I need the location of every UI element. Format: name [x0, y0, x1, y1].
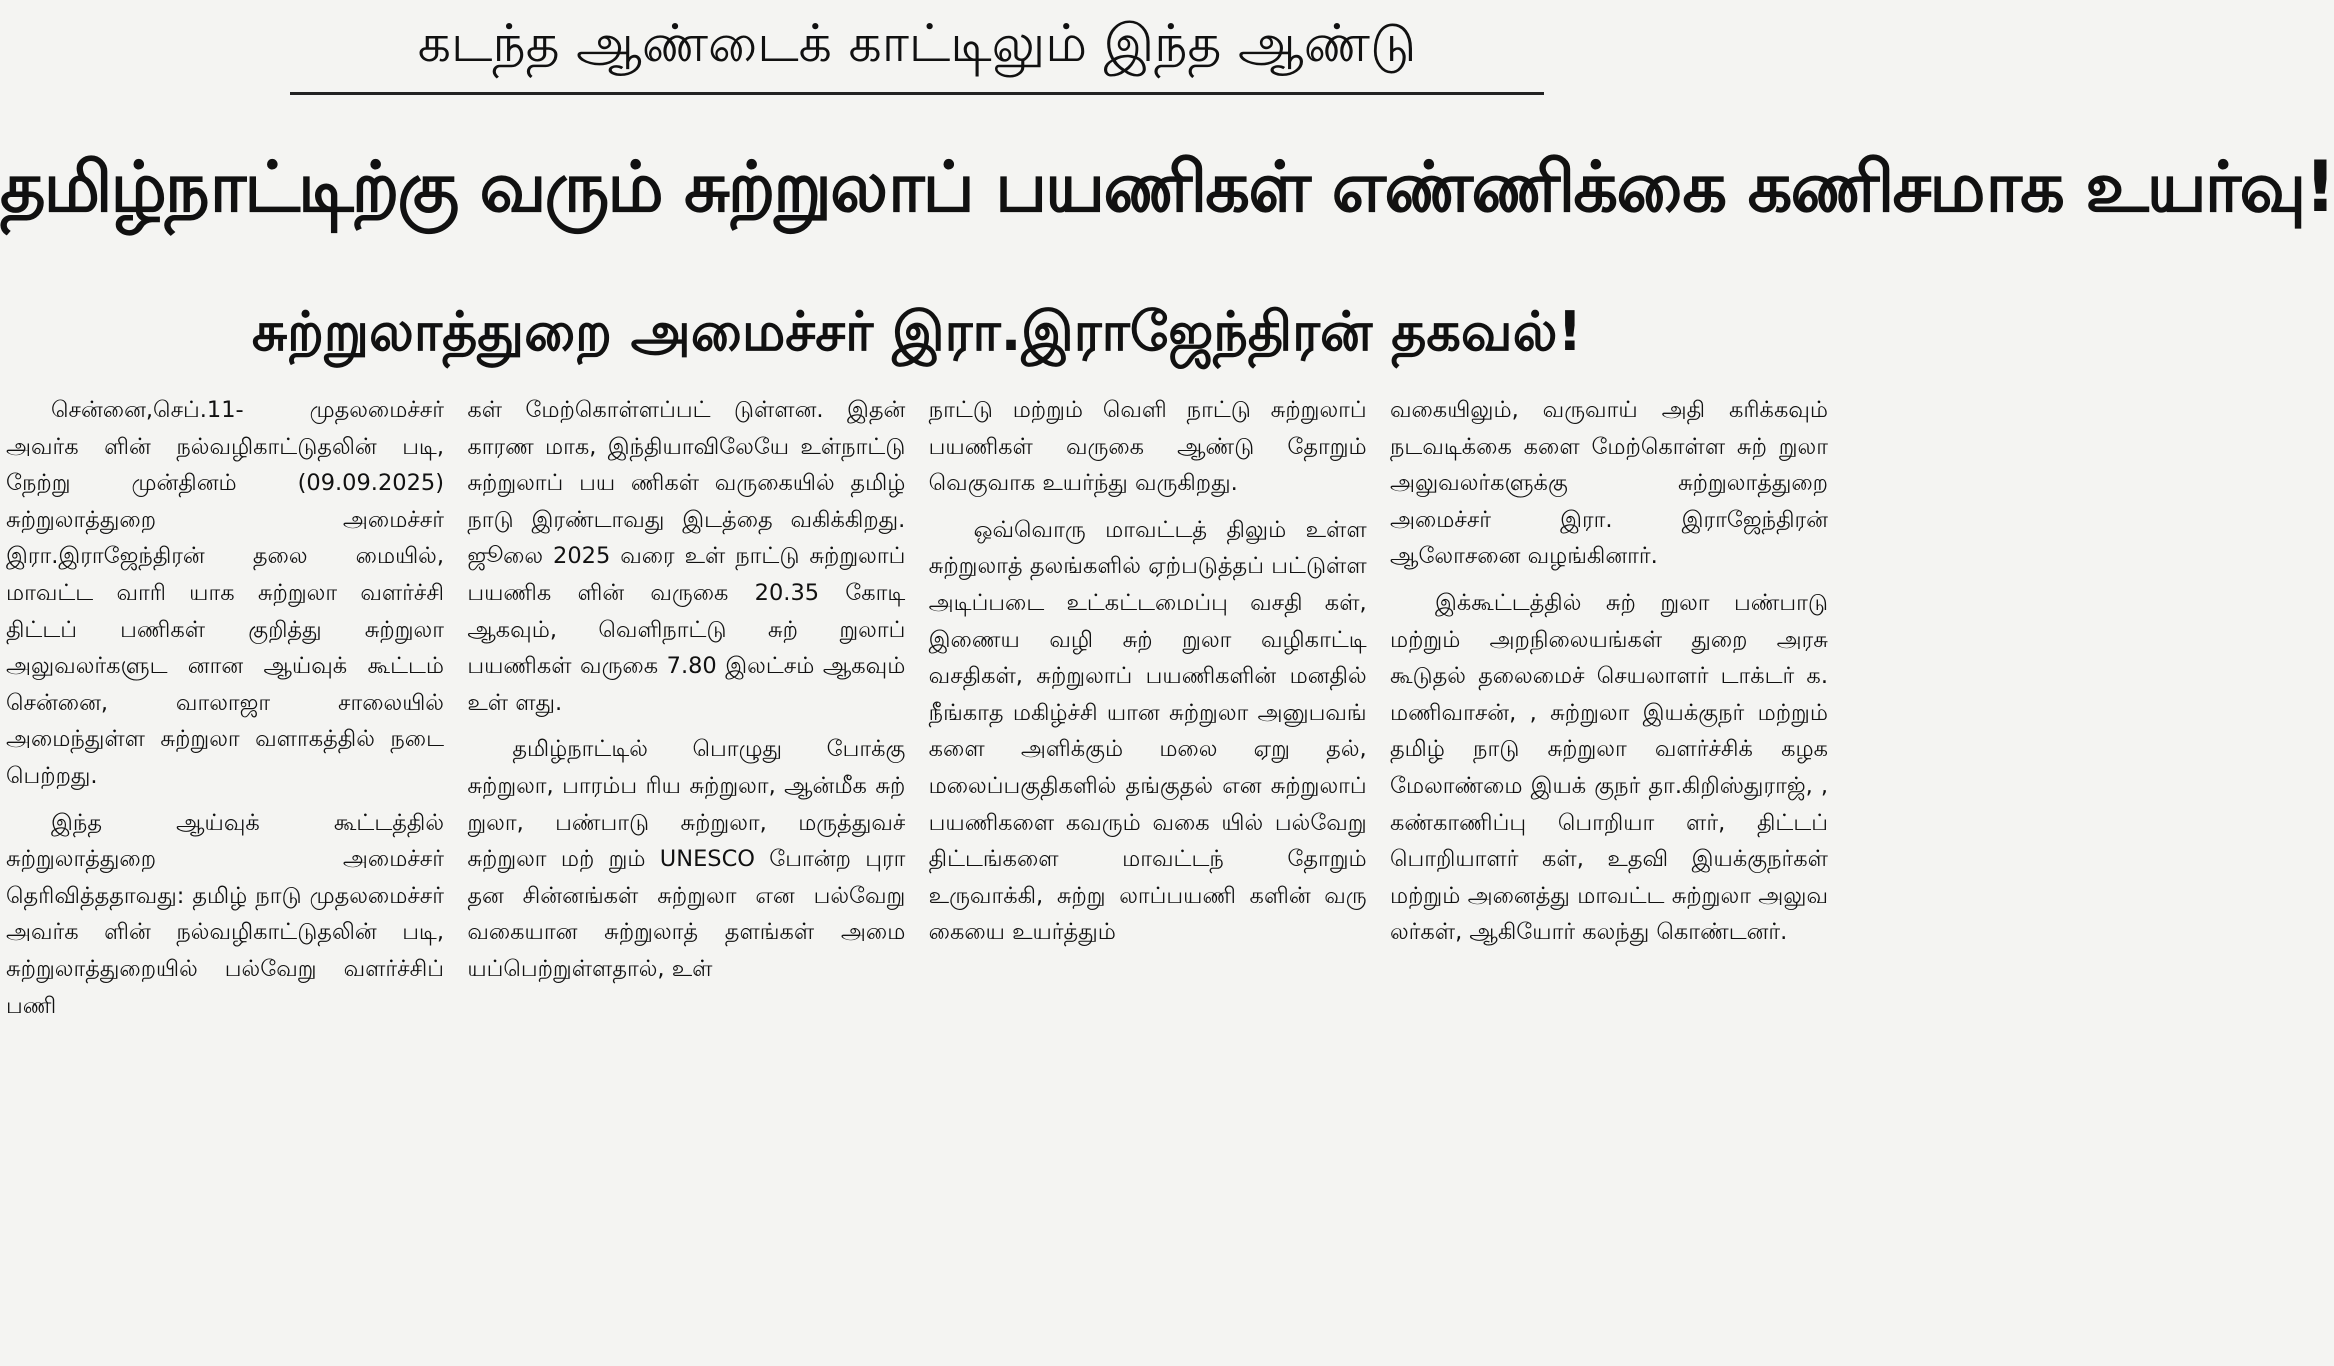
sub-headline: சுற்றுலாத்துறை அமைச்சர் இரா.இராஜேந்திரன் தகவல்!	[251, 300, 1583, 363]
article-column-1	[6, 392, 444, 1360]
article-column-4	[1390, 392, 1828, 1360]
main-headline: தமிழ்நாட்டிற்கு வரும் சுற்றுலாப் பயணிகள் எண்ணிக்கை கணிசமாக உயர்வு!	[0, 146, 2334, 228]
column-3-paragraph-2: ஒவ்வொரு மாவட்டத் திலும் உள்ள சுற்றுலாத் தலங்களில் ஏற்படுத்தப் பட்டுள்ள அடிப்படை உட்கட்டமைப்பு வசதி கள், இணைய வழி சுற் றுலா வழிகாட்டி வசதிகள், சுற்றுலாப் பயணிகளின் மனதில் நீங்காத மகிழ்ச்சி யான சுற்றுலா அனுபவங் களை அளிக்கும் மலை ஏறு தல், மலைப்பகுதிகளில் தங்குதல் என சுற்றுலாப் பயணிகளை கவரும் வகை யில் பல்வேறு திட்டங்களை மாவட்டந் தோறும் உருவாக்கி, சுற்று லாப்பயணி களின் வரு கையை உயர்த்தும்	[928, 516, 1367, 946]
column-1-paragraph-1: சென்னை,செப்.11- முதலமைச்சர் அவர்க ளின் நல்வழிகாட்டுதலின் படி, நேற்று முன்தினம் (09.09.2025) சுற்றுலாத்துறை அமைச்சர் இரா.இராஜேந்திரன் தலை மையில், மாவட்ட வாரி யாக சுற்றுலா வளர்ச்சி திட்டப் பணிகள் குறித்து சுற்றுலா அலுவலர்களுட னான ஆய்வுக் கூட்டம் சென்னை, வாலாஜா சாலையில் அமைந்துள்ள சுற்றுலா வளாகத்தில் நடை பெற்றது.	[6, 397, 444, 789]
kicker-headline: கடந்த ஆண்டைக் காட்டிலும் இந்த ஆண்டு	[417, 14, 1417, 74]
column-1-paragraph-2: இந்த ஆய்வுக் கூட்டத்தில் சுற்றுலாத்துறை அமைச்சர் தெரிவித்ததாவது: தமிழ் நாடு முதலமைச்சர் அவர்க ளின் நல்வழிகாட்டுதலின் படி, சுற்றுலாத்துறையில் பல்வேறு வளர்ச்சிப் பணி	[6, 809, 444, 1019]
column-2-paragraph-1: கள் மேற்கொள்ளப்பட் டுள்ளன. இதன் காரண மாக, இந்தியாவிலேயே உள்நாட்டு சுற்றுலாப் பய ணிகள் வருகையில் தமிழ் நாடு இரண்டாவது இடத்தை வகிக்கிறது. ஜூலை 2025 வரை உள் நாட்டு சுற்றுலாப் பயணிக ளின் வருகை 20.35 கோடி ஆகவும், வெளிநாட்டு சுற் றுலாப் பயணிகள் வருகை 7.80 இலட்சம் ஆகவும் உள் ளது.	[467, 397, 906, 716]
column-4-paragraph-2: இக்கூட்டத்தில் சுற் றுலா பண்பாடு மற்றும் அறநிலையங்கள் துறை அரசு கூடுதல் தலைமைச் செயலாளர் டாக்டர் க. மணிவாசன், , சுற்றுலா இயக்குநர் மற்றும் தமிழ் நாடு சுற்றுலா வளர்ச்சிக் கழக மேலாண்மை இயக் குநர் தா.கிறிஸ்துராஜ், , கண்காணிப்பு பொறியா ளர், திட்டப் பொறியாளர் கள், உதவி இயக்குநர்கள் மற்றும் அனைத்து மாவட்ட சுற்றுலா அலுவ லர்கள், ஆகியோர் கலந்து கொண்டனர்.	[1389, 589, 1828, 946]
column-4-paragraph-1: வகையிலும், வருவாய் அதி கரிக்கவும் நடவடிக்கை களை மேற்கொள்ள சுற் றுலா அலுவலர்களுக்கு சுற்றுலாத்துறை அமைச்சர் இரா. இராஜேந்திரன் ஆலோசனை வழங்கினார்.	[1389, 397, 1828, 570]
article-body	[6, 392, 1828, 1360]
kicker-rule	[290, 92, 1544, 95]
column-3-paragraph-1: நாட்டு மற்றும் வெளி நாட்டு சுற்றுலாப் பயணிகள் வருகை ஆண்டு தோறும் வெகுவாக உயர்ந்து வருகிறது.	[928, 397, 1367, 497]
column-2-paragraph-2: தமிழ்நாட்டில் பொழுது போக்கு சுற்றுலா, பாரம்ப ரிய சுற்றுலா, ஆன்மீக சுற் றுலா, பண்பாடு சுற்றுலா, மருத்துவச் சுற்றுலா மற் றும் UNESCO போன்ற புரா தன சின்னங்கள் சுற்றுலா என பல்வேறு வகையான சுற்றுலாத் தளங்கள் அமை யப்பெற்றுள்ளதால், உள்	[467, 736, 906, 982]
article-column-3	[929, 392, 1367, 1360]
article-column-2	[467, 392, 905, 1360]
